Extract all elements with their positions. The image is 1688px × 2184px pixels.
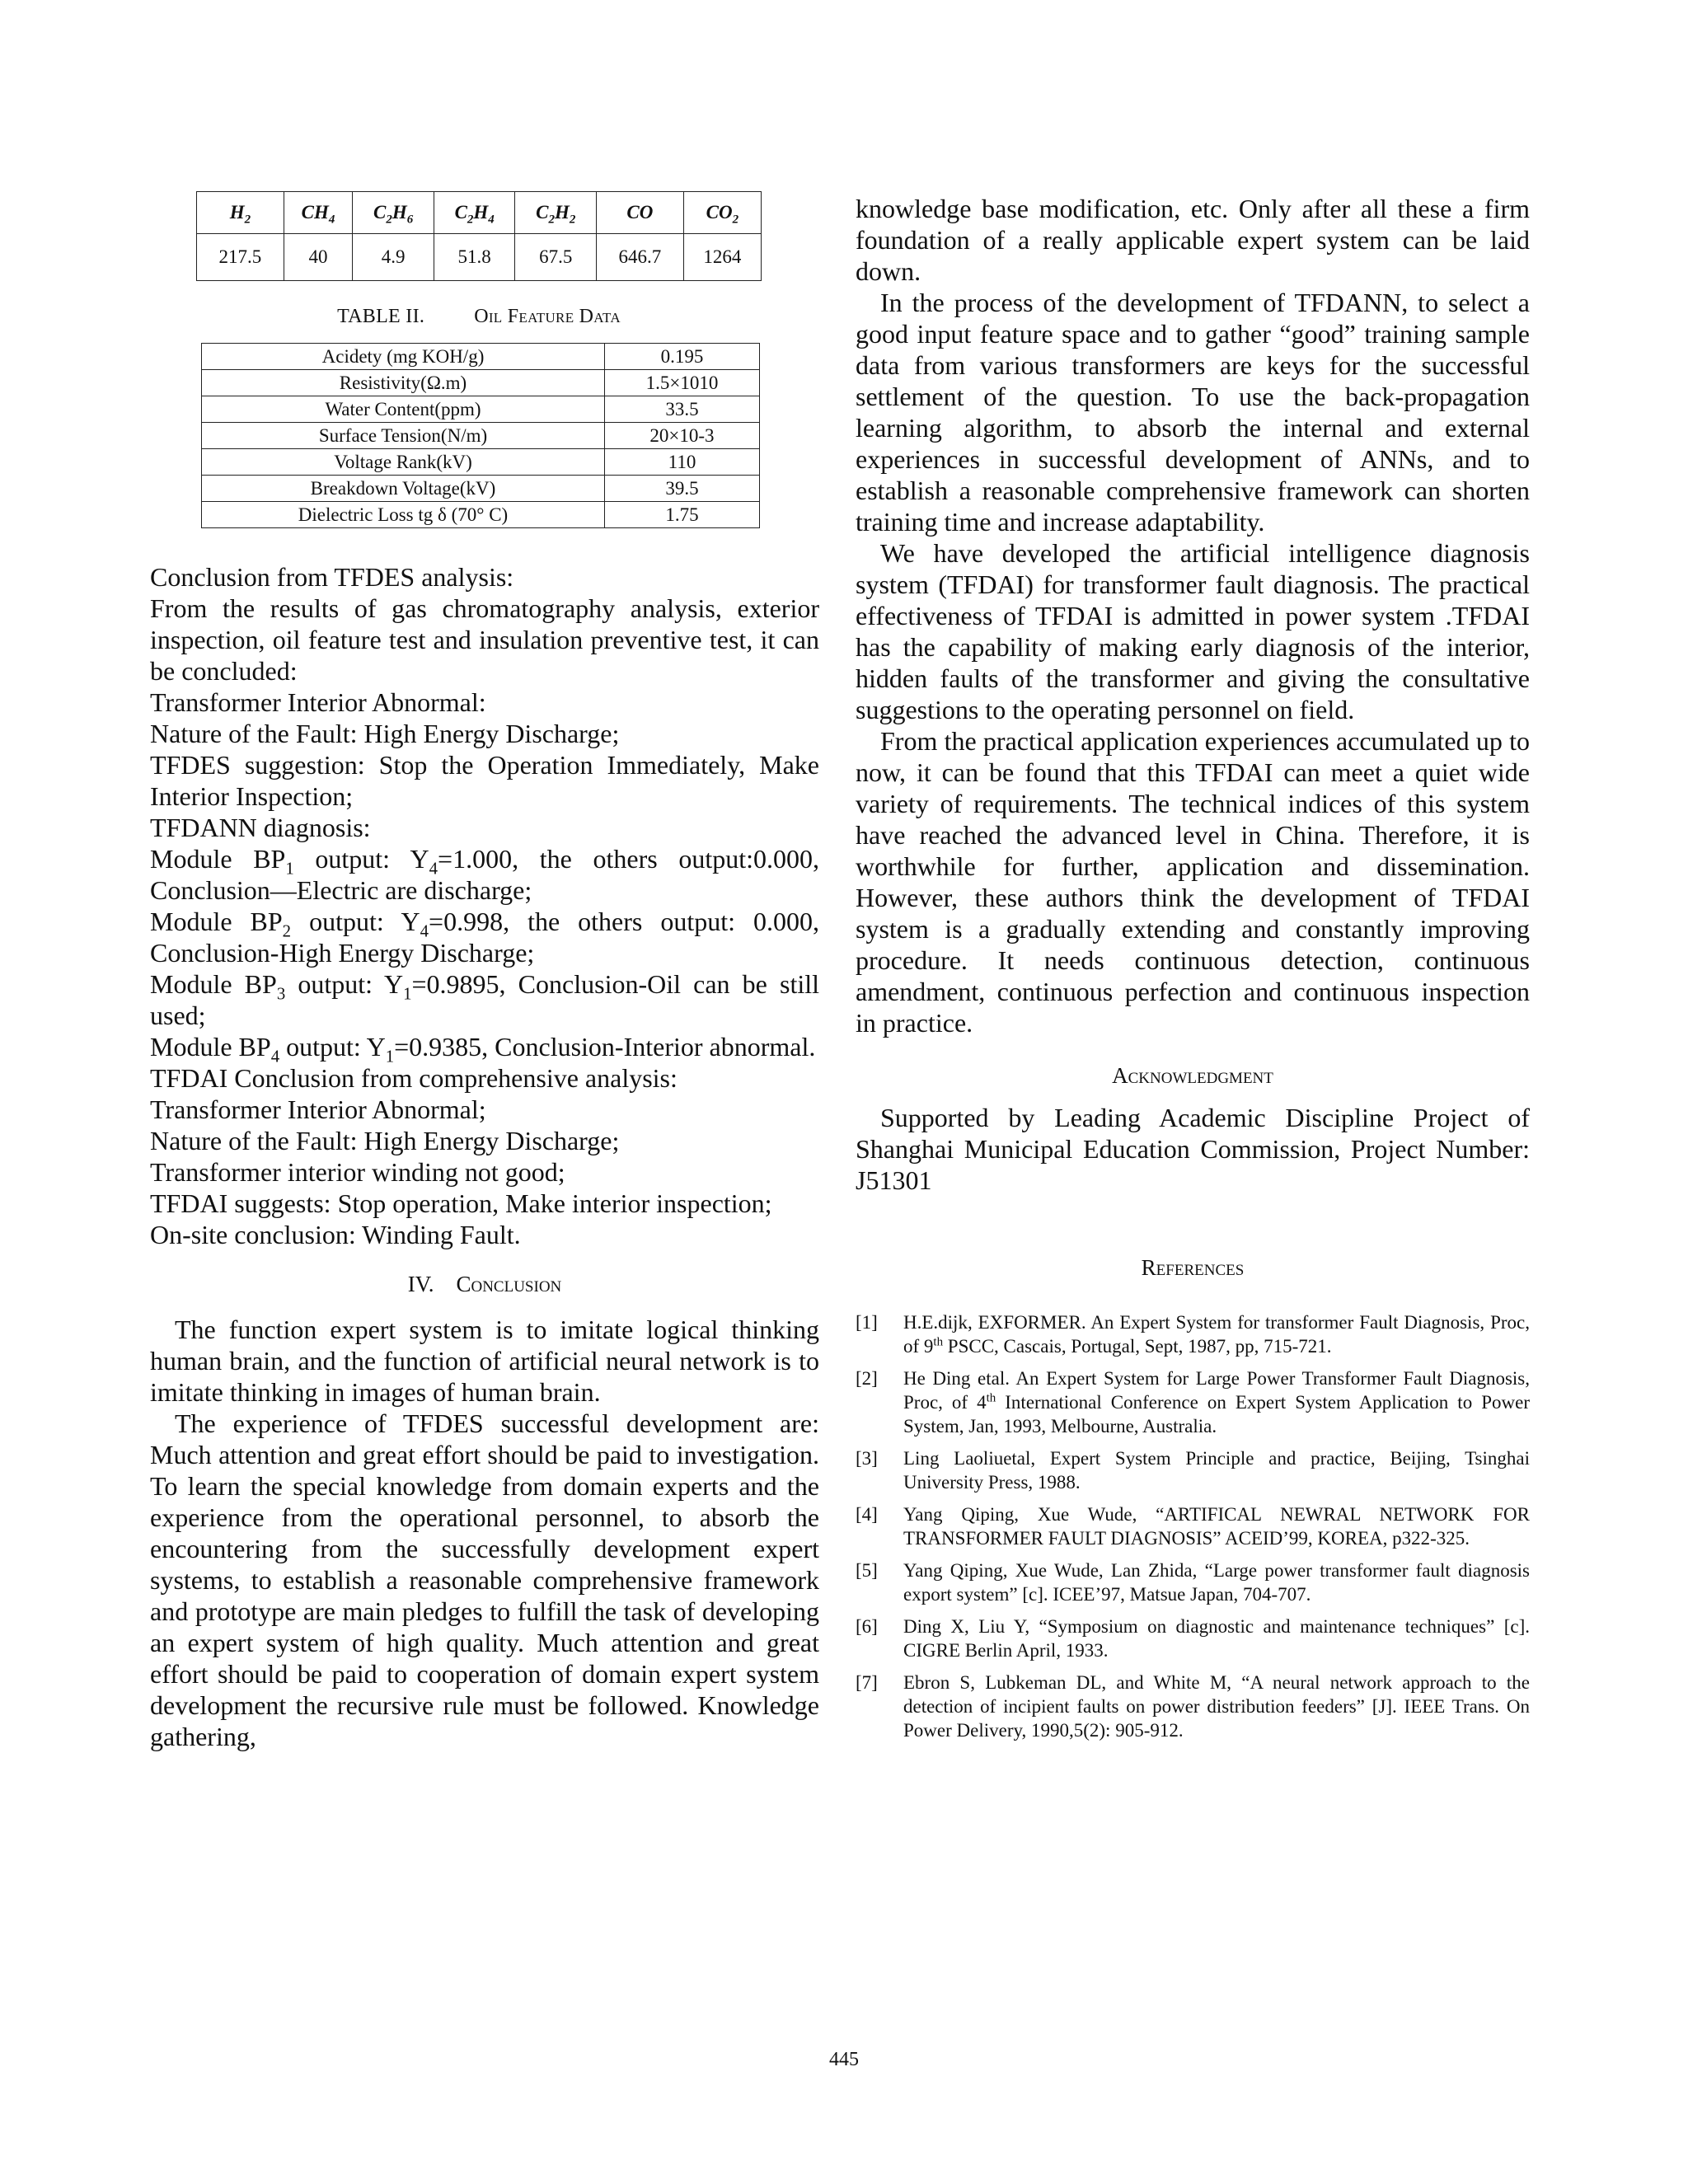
output-subscript: 4 (429, 859, 438, 879)
list-item (856, 1310, 1530, 1358)
final-line: TFDAI Conclusion from comprehensive analysis: (150, 1063, 678, 1093)
section-heading-conclusion: IV. Conclusion (407, 1272, 562, 1296)
reference-body: Yang Qiping, Xue Wude, “ARTIFICAL NEWRAL NETWORK FOR TRANSFORMER FAULT DIAGNOSIS” ACEID’99, KOREA, p322-325. (903, 1504, 1530, 1549)
module-output-label: output: Y (285, 969, 404, 999)
module-subscript: 4 (270, 1047, 280, 1066)
reference-number: [4] (856, 1504, 878, 1525)
output-subscript: 1 (403, 984, 412, 1004)
conclusion-paragraph: The experience of TFDES successful development are: Much attention and great effort should be paid to investigation. To learn the special knowledge from domain experts and the experience from the operational personnel, to absorb the encountering from the successfully development expert systems, to establish a reasonable comprehensive framework and prototype are main pledges to fulfill the task of developing an expert system of high quality. Much attention and great effort should be paid to cooperation of domain expert system development the recursive rule must be followed. Knowledge gathering, (150, 1408, 819, 1751)
module-result (150, 843, 819, 906)
left-column (150, 191, 819, 1752)
analysis-line: From the results of gas chromatography analysis, exterior inspection, oil feature test and insulation preventive test, it can be concluded: (150, 593, 819, 686)
oil-feature-table (201, 343, 760, 528)
final-line: Transformer Interior Abnormal; (150, 1094, 486, 1124)
reference-body-tail: International Conference on Expert System Application to Power System, Jan, 1993, Melbourne, Australia. (903, 1392, 1530, 1436)
acknowledgment-text: Supported by Leading Academic Discipline Project of Shanghai Municipal Education Commission, Project Number: J51301 (856, 1103, 1530, 1195)
module-result (150, 968, 819, 1031)
module-label: Module BP (150, 969, 277, 999)
final-line: Nature of the Fault: High Energy Discharge; (150, 1126, 620, 1155)
reference-body: H.E.dijk, EXFORMER. An Expert System for transformer Fault Diagnosis, Proc, of 9 (903, 1312, 1530, 1357)
output-subscript: 1 (385, 1047, 395, 1066)
reference-body: He Ding etal. An Expert System for Large Power Transformer Fault Diagnosis, Proc, of 4 (903, 1368, 1530, 1413)
reference-body-tail: PSCC, Cascais, Portugal, Sept, 1987, pp, 715-721. (943, 1336, 1332, 1357)
gas-value-cell: 51.8 (434, 234, 515, 281)
reference-text (903, 1502, 1530, 1550)
reference-body: Ling Laoliuetal, Expert System Principle and practice, Beijing, Tsinghai University Press, 1988. (903, 1448, 1530, 1493)
gas-header-h2: $H_2$ (197, 192, 284, 234)
reference-text (903, 1310, 1530, 1358)
reference-body: Yang Qiping, Xue Wude, Lan Zhida, “Large power transformer fault diagnosis export system” [c]. ICEE’97, Matsue Japan, 704-707. (903, 1560, 1530, 1605)
gas-header-c2h4: $C_2H_4$ (434, 192, 515, 234)
oil-feature-name: Dielectric Loss tg δ (70° C) (202, 502, 605, 528)
oil-feature-value: 20×10-3 (605, 423, 760, 449)
oil-feature-name: Voltage Rank(kV) (202, 449, 605, 476)
oil-feature-name: Resistivity(Ω.m) (202, 370, 605, 396)
gas-table-value-row (197, 234, 762, 281)
table-caption-title: Oil Feature Data (474, 306, 621, 327)
page-number: 445 (829, 2049, 859, 2070)
analysis-line: Transformer Interior Abnormal: (150, 687, 486, 717)
table-row (202, 370, 760, 396)
reference-number: [5] (856, 1560, 878, 1581)
table-row (202, 449, 760, 476)
conclusion-paragraph: The function expert system is to imitate logical thinking human brain, and the function of artificial neural network is to imitate thinking in images of human brain. (150, 1315, 819, 1407)
gas-value-cell: 646.7 (597, 234, 684, 281)
gas-header-co: CO (597, 192, 684, 234)
oil-feature-value: 1.75 (605, 502, 760, 528)
gas-value-cell: 4.9 (353, 234, 434, 281)
list-item (856, 1446, 1530, 1494)
section-heading-acknowledgment: Acknowledgment (1112, 1063, 1273, 1088)
analysis-line: Conclusion from TFDES analysis: (150, 562, 514, 592)
reference-text (903, 1615, 1530, 1662)
analysis-line: TFDES suggestion: Stop the Operation Immediately, Make Interior Inspection; (150, 750, 819, 811)
output-subscript: 4 (420, 921, 429, 941)
module-conclusion: =1.000, the others output:0.000, Conclusion—Electric are discharge; (150, 844, 820, 905)
oil-feature-value: 110 (605, 449, 760, 476)
reference-text (903, 1671, 1530, 1742)
analysis-line: TFDANN diagnosis: (150, 813, 371, 842)
module-subscript: 3 (276, 984, 286, 1004)
module-label: Module BP (150, 844, 286, 874)
table-row (202, 502, 760, 528)
body-paragraph: From the practical application experiences accumulated up to now, it can be found that this TFDAI can meet a quiet wide variety of requirements. The technical indices of this system have reached the advanced level in China. Therefore, it is worthwhile for further, application and dissemination. However, these authors think the development of TFDAI system is a gradually extending and constantly improving procedure. It needs continuous detection, continuous amendment, continuous perfection and continuous inspection in practice. (856, 726, 1530, 1038)
reference-number: [7] (856, 1672, 878, 1693)
oil-feature-name: Acidety (mg KOH/g) (202, 344, 605, 370)
gas-value-cell: 40 (284, 234, 353, 281)
analysis-line: Nature of the Fault: High Energy Discharge; (150, 719, 620, 748)
module-output-label: output: Y (279, 1032, 386, 1062)
gas-header-c2h6: $C_2H_6$ (353, 192, 434, 234)
body-paragraph: knowledge base modification, etc. Only after all these a firm foundation of a really applicable expert system can be laid down. (856, 194, 1530, 286)
reference-number: [6] (856, 1616, 878, 1637)
gas-table-header-row (197, 192, 762, 234)
module-output-label: output: Y (291, 907, 420, 936)
gas-value-cell: 217.5 (197, 234, 284, 281)
gas-header-co2: $CO_2$ (683, 192, 761, 234)
analysis-block (150, 561, 819, 1250)
final-line: Transformer interior winding not good; (150, 1157, 565, 1187)
body-paragraph: We have developed the artificial intelligence diagnosis system (TFDAI) for transformer fault diagnosis. The practical effectiveness of TFDAI is admitted in power system .TFDAI has the capability of making early diagnosis of the interior, hidden faults of the transformer and giving the consultative suggestions to the operating personnel on field. (856, 538, 1530, 724)
reference-superscript: th (933, 1335, 944, 1349)
list-item (856, 1671, 1530, 1742)
table-row (202, 476, 760, 502)
module-subscript: 1 (285, 859, 294, 879)
gas-value-cell: 1264 (683, 234, 761, 281)
gas-value-cell: 67.5 (515, 234, 597, 281)
module-label: Module BP (150, 907, 283, 936)
module-subscript: 2 (282, 921, 292, 941)
gas-analysis-table (196, 191, 762, 281)
reference-text (903, 1366, 1530, 1438)
oil-feature-name: Water Content(ppm) (202, 396, 605, 423)
oil-feature-value: 1.5×1010 (605, 370, 760, 396)
table-row (202, 396, 760, 423)
reference-body: Ding X, Liu Y, “Symposium on diagnostic and maintenance techniques” [c]. CIGRE Berlin April, 1933. (903, 1616, 1530, 1661)
gas-header-ch4: $CH_4$ (284, 192, 353, 234)
oil-feature-name: Surface Tension(N/m) (202, 423, 605, 449)
module-label: Module BP (150, 1032, 271, 1062)
section-heading-references: References (1141, 1255, 1245, 1280)
final-line: TFDAI suggests: Stop operation, Make interior inspection; (150, 1188, 772, 1218)
reference-superscript: th (986, 1391, 996, 1405)
list-item (856, 1558, 1530, 1606)
oil-feature-value: 39.5 (605, 476, 760, 502)
reference-text (903, 1446, 1530, 1494)
oil-feature-name: Breakdown Voltage(kV) (202, 476, 605, 502)
body-paragraph: In the process of the development of TFDANN, to select a good input feature space and to gather “good” training sample data from various transformers are keys for the successful settlement of the question. To use the back-propagation learning algorithm, to absorb the internal and external experiences in successful development of ANNs, and to establish a reasonable comprehensive framework can shorten training time and increase adaptability. (856, 288, 1530, 537)
reference-body: Ebron S, Lubkeman DL, and White M, “A neural network approach to the detection of incipient faults on power distribution feeders” [J]. IEEE Trans. On Power Delivery, 1990,5(2): 905-912. (903, 1672, 1530, 1741)
module-conclusion: =0.998, the others output: 0.000, Conclusion-High Energy Discharge; (150, 907, 819, 968)
list-item (856, 1366, 1530, 1438)
module-result (150, 906, 819, 968)
table-row (202, 423, 760, 449)
final-line: On-site conclusion: Winding Fault. (150, 1220, 521, 1249)
right-column (856, 193, 1530, 1750)
reference-text (903, 1558, 1530, 1606)
reference-number: [3] (856, 1448, 878, 1469)
table-row (202, 344, 760, 370)
gas-header-c2h2: $C_2H_2$ (515, 192, 597, 234)
reference-list (856, 1310, 1530, 1742)
reference-number: [1] (856, 1312, 878, 1333)
module-result (150, 1031, 819, 1066)
list-item (856, 1615, 1530, 1662)
module-output-label: output: Y (293, 844, 429, 874)
table-caption-number: TABLE II. (337, 306, 425, 327)
oil-feature-value: 33.5 (605, 396, 760, 423)
module-conclusion: =0.9385, Conclusion-Interior abnormal. (394, 1032, 816, 1062)
module-conclusion: =0.9895, Conclusion-Oil can be still used; (150, 969, 820, 1030)
table-caption (196, 306, 762, 328)
oil-feature-value: 0.195 (605, 344, 760, 370)
list-item (856, 1502, 1530, 1550)
reference-number: [2] (856, 1368, 878, 1389)
